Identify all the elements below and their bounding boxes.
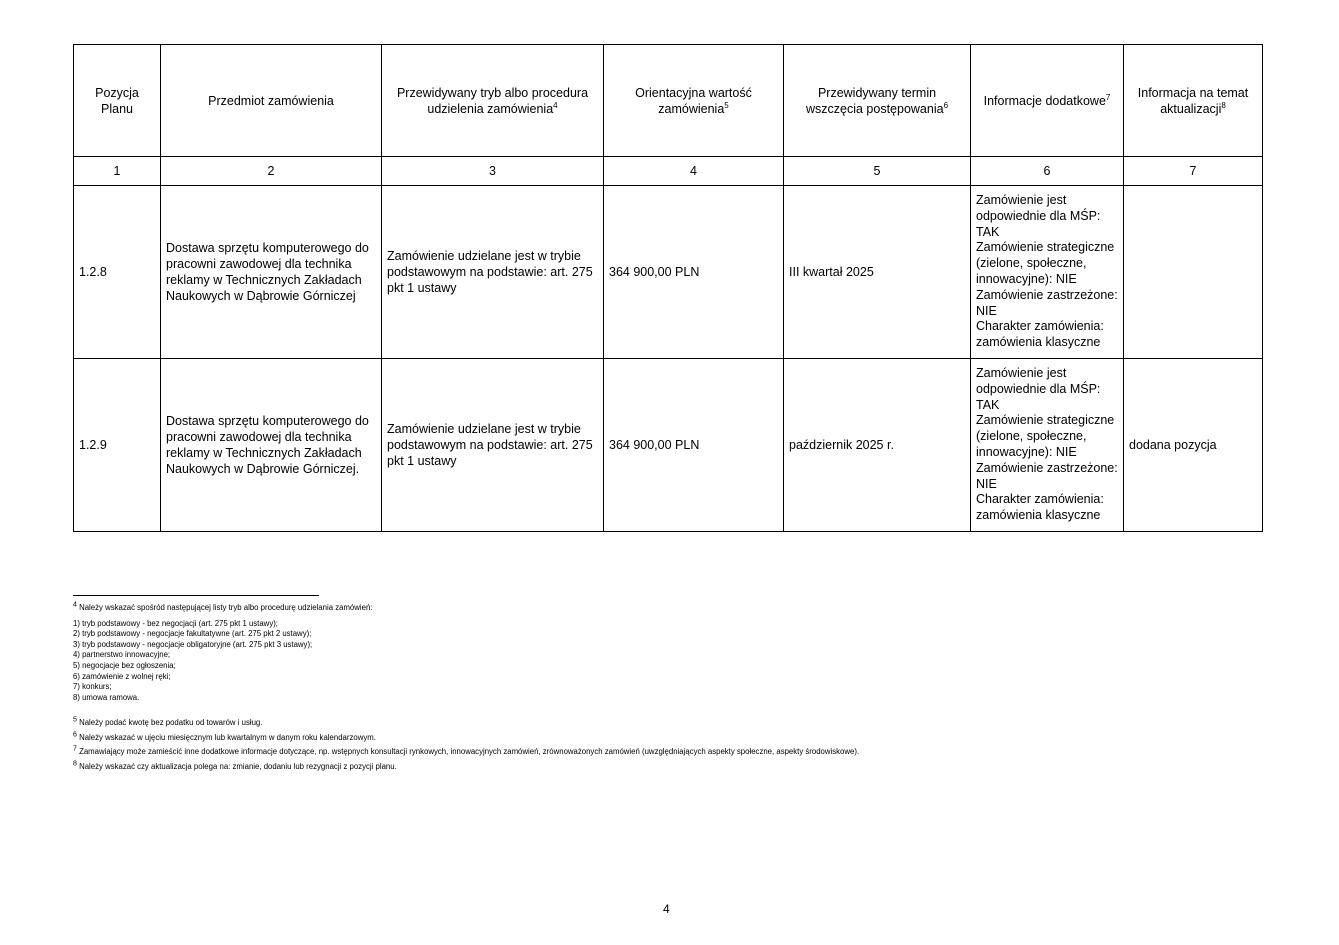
column-number: 2 (161, 157, 382, 186)
position-cell: 1.2.9 (74, 359, 161, 532)
header-cell: Przewidywany termin wszczęcia postępowania$^6$ (784, 45, 971, 157)
column-number: 4 (604, 157, 784, 186)
procedure-cell: Zamówienie udzielane jest w trybie podstawowym na podstawie: art. 275 pkt 1 ustawy (382, 186, 604, 359)
procurement-plan-table (73, 44, 1263, 532)
additional-info-cell (971, 359, 1124, 532)
footnote-list-item: 6) zamówienie z wolnej ręki; (73, 671, 171, 681)
footnote-list-item: 8) umowa ramowa. (73, 692, 140, 702)
header-cell: Przedmiot zamówienia (161, 45, 382, 157)
table-row (74, 359, 1263, 532)
value-cell: 364 900,00 PLN (604, 359, 784, 532)
info-line: Zamówienie jest odpowiednie dla MŚP: TAK (976, 193, 1101, 239)
header-cell: Orientacyjna wartość zamówienia$^5$ (604, 45, 784, 157)
info-line: Zamówienie zastrzeżone: NIE (976, 460, 1118, 491)
subject-cell: Dostawa sprzętu komputerowego do pracowni zawodowej dla technika reklamy w Technicznych Zakładach Naukowych w Dąbrowie Górniczej (161, 186, 382, 359)
footnote-text: $^8$ Należy wskazać czy aktualizacja polega na: zmianie, dodaniu lub rezygnacji z pozycji planu. (73, 760, 397, 771)
column-number: 3 (382, 157, 604, 186)
footnote-text: $^4$ Należy wskazać spośród następującej listy tryb albo procedurę udzielania zamówień: (73, 601, 373, 612)
page-number: 4 (663, 902, 670, 916)
column-number-row (74, 157, 1263, 186)
column-number: 6 (971, 157, 1124, 186)
info-line: Zamówienie zastrzeżone: NIE (976, 287, 1118, 318)
footnote-list-item: 7) konkurs; (73, 682, 112, 692)
footnote-text: $^6$ Należy wskazać w ujęciu miesięcznym lub kwartalnym w danym roku kalendarzowym. (73, 731, 376, 742)
column-number: 1 (74, 157, 161, 186)
footnote-6 (73, 733, 376, 744)
footnote-list-item: 5) negocjacje bez ogłoszenia; (73, 660, 176, 670)
info-line: Zamówienie strategiczne (zielone, społeczne, innowacyjne): NIE (976, 240, 1115, 286)
column-number: 7 (1124, 157, 1263, 186)
info-line: Charakter zamówienia: zamówienia klasyczne (976, 492, 1104, 523)
footnote-8 (73, 762, 397, 773)
start-term-cell: III kwartał 2025 (784, 186, 971, 359)
info-line: Charakter zamówienia: zamówienia klasyczne (976, 319, 1104, 350)
table-header-row (74, 45, 1263, 157)
column-number: 5 (784, 157, 971, 186)
header-cell: Przewidywany tryb albo procedura udzielenia zamówienia$^4$ (382, 45, 604, 157)
footnote-4 (73, 603, 372, 703)
info-line: Zamówienie strategiczne (zielone, społeczne, innowacyjne): NIE (976, 413, 1115, 459)
footnote-text: $^5$ Należy podać kwotę bez podatku od towarów i usług. (73, 716, 263, 727)
footnote-5 (73, 718, 262, 729)
footnote-list-item: 2) tryb podstawowy - negocjacje fakultatywne (art. 275 pkt 2 ustawy); (73, 629, 312, 639)
header-cell: Informacja na temat aktualizacji$^8$ (1124, 45, 1263, 157)
header-cell: Informacje dodatkowe$^7$ (971, 45, 1124, 157)
header-cell: Pozycja Planu (74, 45, 161, 157)
value-cell: 364 900,00 PLN (604, 186, 784, 359)
update-cell: dodana pozycja (1124, 359, 1263, 532)
additional-info-cell (971, 186, 1124, 359)
footnote-separator (73, 595, 319, 596)
table-row (74, 186, 1263, 359)
procedure-cell: Zamówienie udzielane jest w trybie podstawowym na podstawie: art. 275 pkt 1 ustawy (382, 359, 604, 532)
footnote-text: $^7$ Zamawiający może zamieścić inne dodatkowe informacje dotyczące, np. wstępnych konsultacji rynkowych, innowacyjnych zamówień, zrównoważonych zamówień (uwzględniających aspekty społeczne, aspekty środowiskowe). (73, 745, 860, 756)
start-term-cell: październik 2025 r. (784, 359, 971, 532)
footnote-7 (73, 747, 859, 758)
update-cell (1124, 186, 1263, 359)
footnote-list-item: 4) partnerstwo innowacyjne; (73, 650, 171, 660)
footnote-list-item: 3) tryb podstawowy - negocjacje obligatoryjne (art. 275 pkt 3 ustawy); (73, 639, 313, 649)
footnote-list-item: 1) tryb podstawowy - bez negocjacji (art. 275 pkt 1 ustawy); (73, 618, 278, 628)
subject-cell: Dostawa sprzętu komputerowego do pracowni zawodowej dla technika reklamy w Technicznych Zakładach Naukowych w Dąbrowie Górniczej. (161, 359, 382, 532)
info-line: Zamówienie jest odpowiednie dla MŚP: TAK (976, 366, 1101, 412)
position-cell: 1.2.8 (74, 186, 161, 359)
